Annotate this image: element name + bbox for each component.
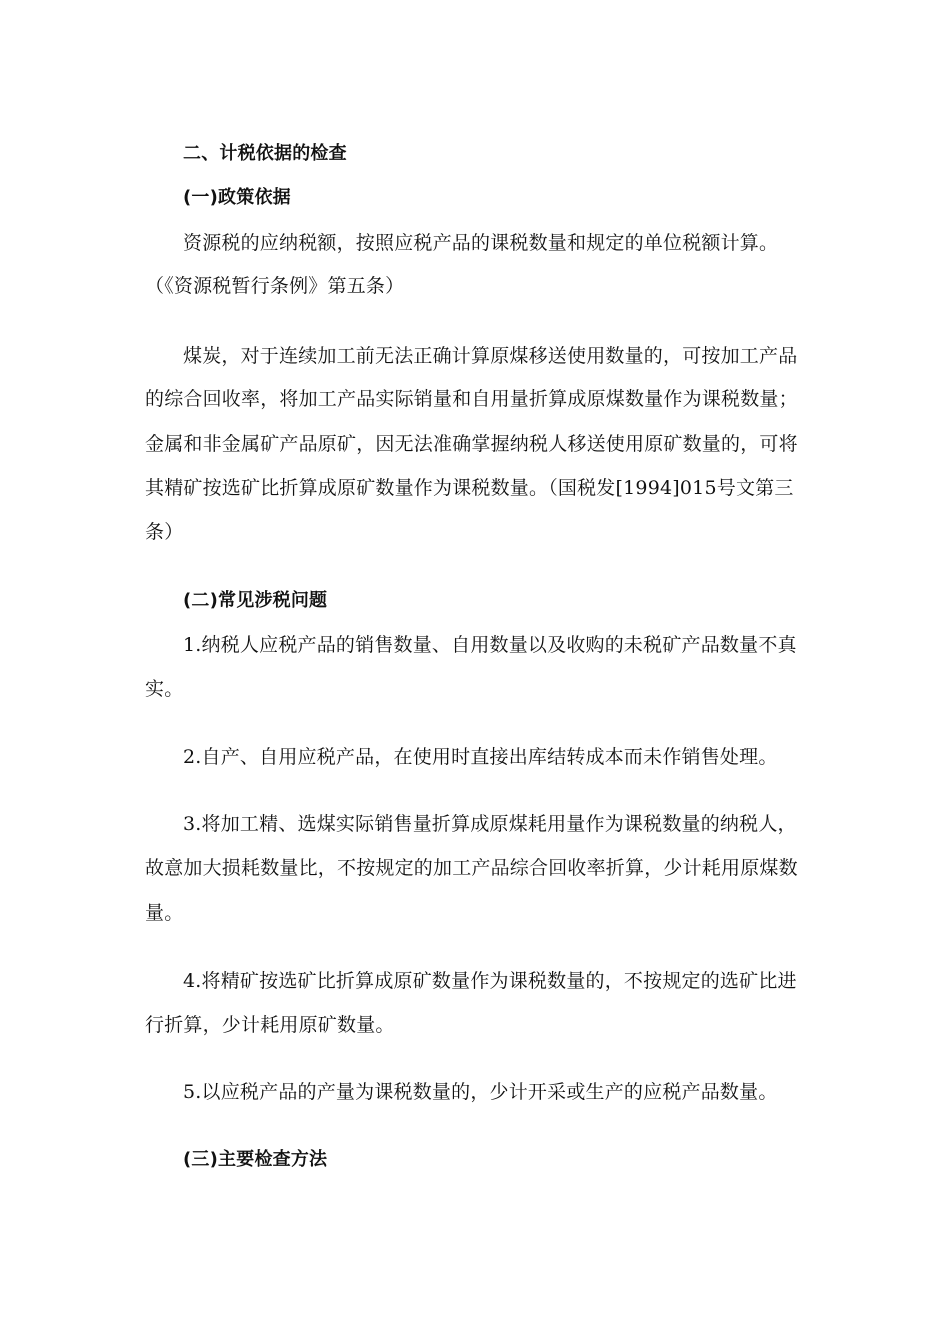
issue-line-3: 2.自产、自用应税产品，在使用时直接出库结转成本而未作销售处理。 [183, 746, 778, 768]
issue-line-6: 量。 [145, 902, 184, 924]
issue-line-9: 5.以应税产品的产量为课税数量的，少计开采或生产的应税产品数量。 [183, 1081, 778, 1103]
subsection-heading-issues: (二)常见涉税问题 [183, 590, 328, 611]
policy-line-2: （《资源税暂行条例》第五条） [145, 275, 405, 297]
policy-line-6: 其精矿按选矿比折算成原矿数量作为课税数量。（国税发[1994]015号文第三 [145, 477, 794, 499]
issue-line-8: 行折算，少计耗用原矿数量。 [145, 1014, 395, 1036]
policy-line-4: 的综合回收率，将加工产品实际销量和自用量折算成原煤数量作为课税数量； [145, 388, 798, 410]
policy-line-7: 条） [145, 521, 184, 543]
policy-line-1: 资源税的应纳税额，按照应税产品的课税数量和规定的单位税额计算。 [183, 232, 779, 254]
subsection-heading-methods: (三)主要检查方法 [183, 1149, 328, 1170]
section-title: 二、计税依据的检查 [183, 143, 347, 164]
policy-line-5: 金属和非金属矿产品原矿，因无法准确掌握纳税人移送使用原矿数量的，可将 [145, 433, 798, 455]
policy-line-3: 煤炭，对于连续加工前无法正确计算原煤移送使用数量的，可按加工产品 [183, 345, 798, 367]
issue-line-7: 4.将精矿按选矿比折算成原矿数量作为课税数量的，不按规定的选矿比进 [183, 970, 797, 992]
issue-line-4: 3.将加工精、选煤实际销售量折算成原煤耗用量作为课税数量的纳税人， [183, 813, 797, 835]
issue-line-5: 故意加大损耗数量比，不按规定的加工产品综合回收率折算，少计耗用原煤数 [145, 857, 798, 879]
issue-line-1: 1.纳税人应税产品的销售数量、自用数量以及收购的未税矿产品数量不真 [183, 634, 797, 656]
subsection-heading-policy: (一)政策依据 [183, 187, 291, 208]
issue-line-2: 实。 [145, 678, 184, 700]
